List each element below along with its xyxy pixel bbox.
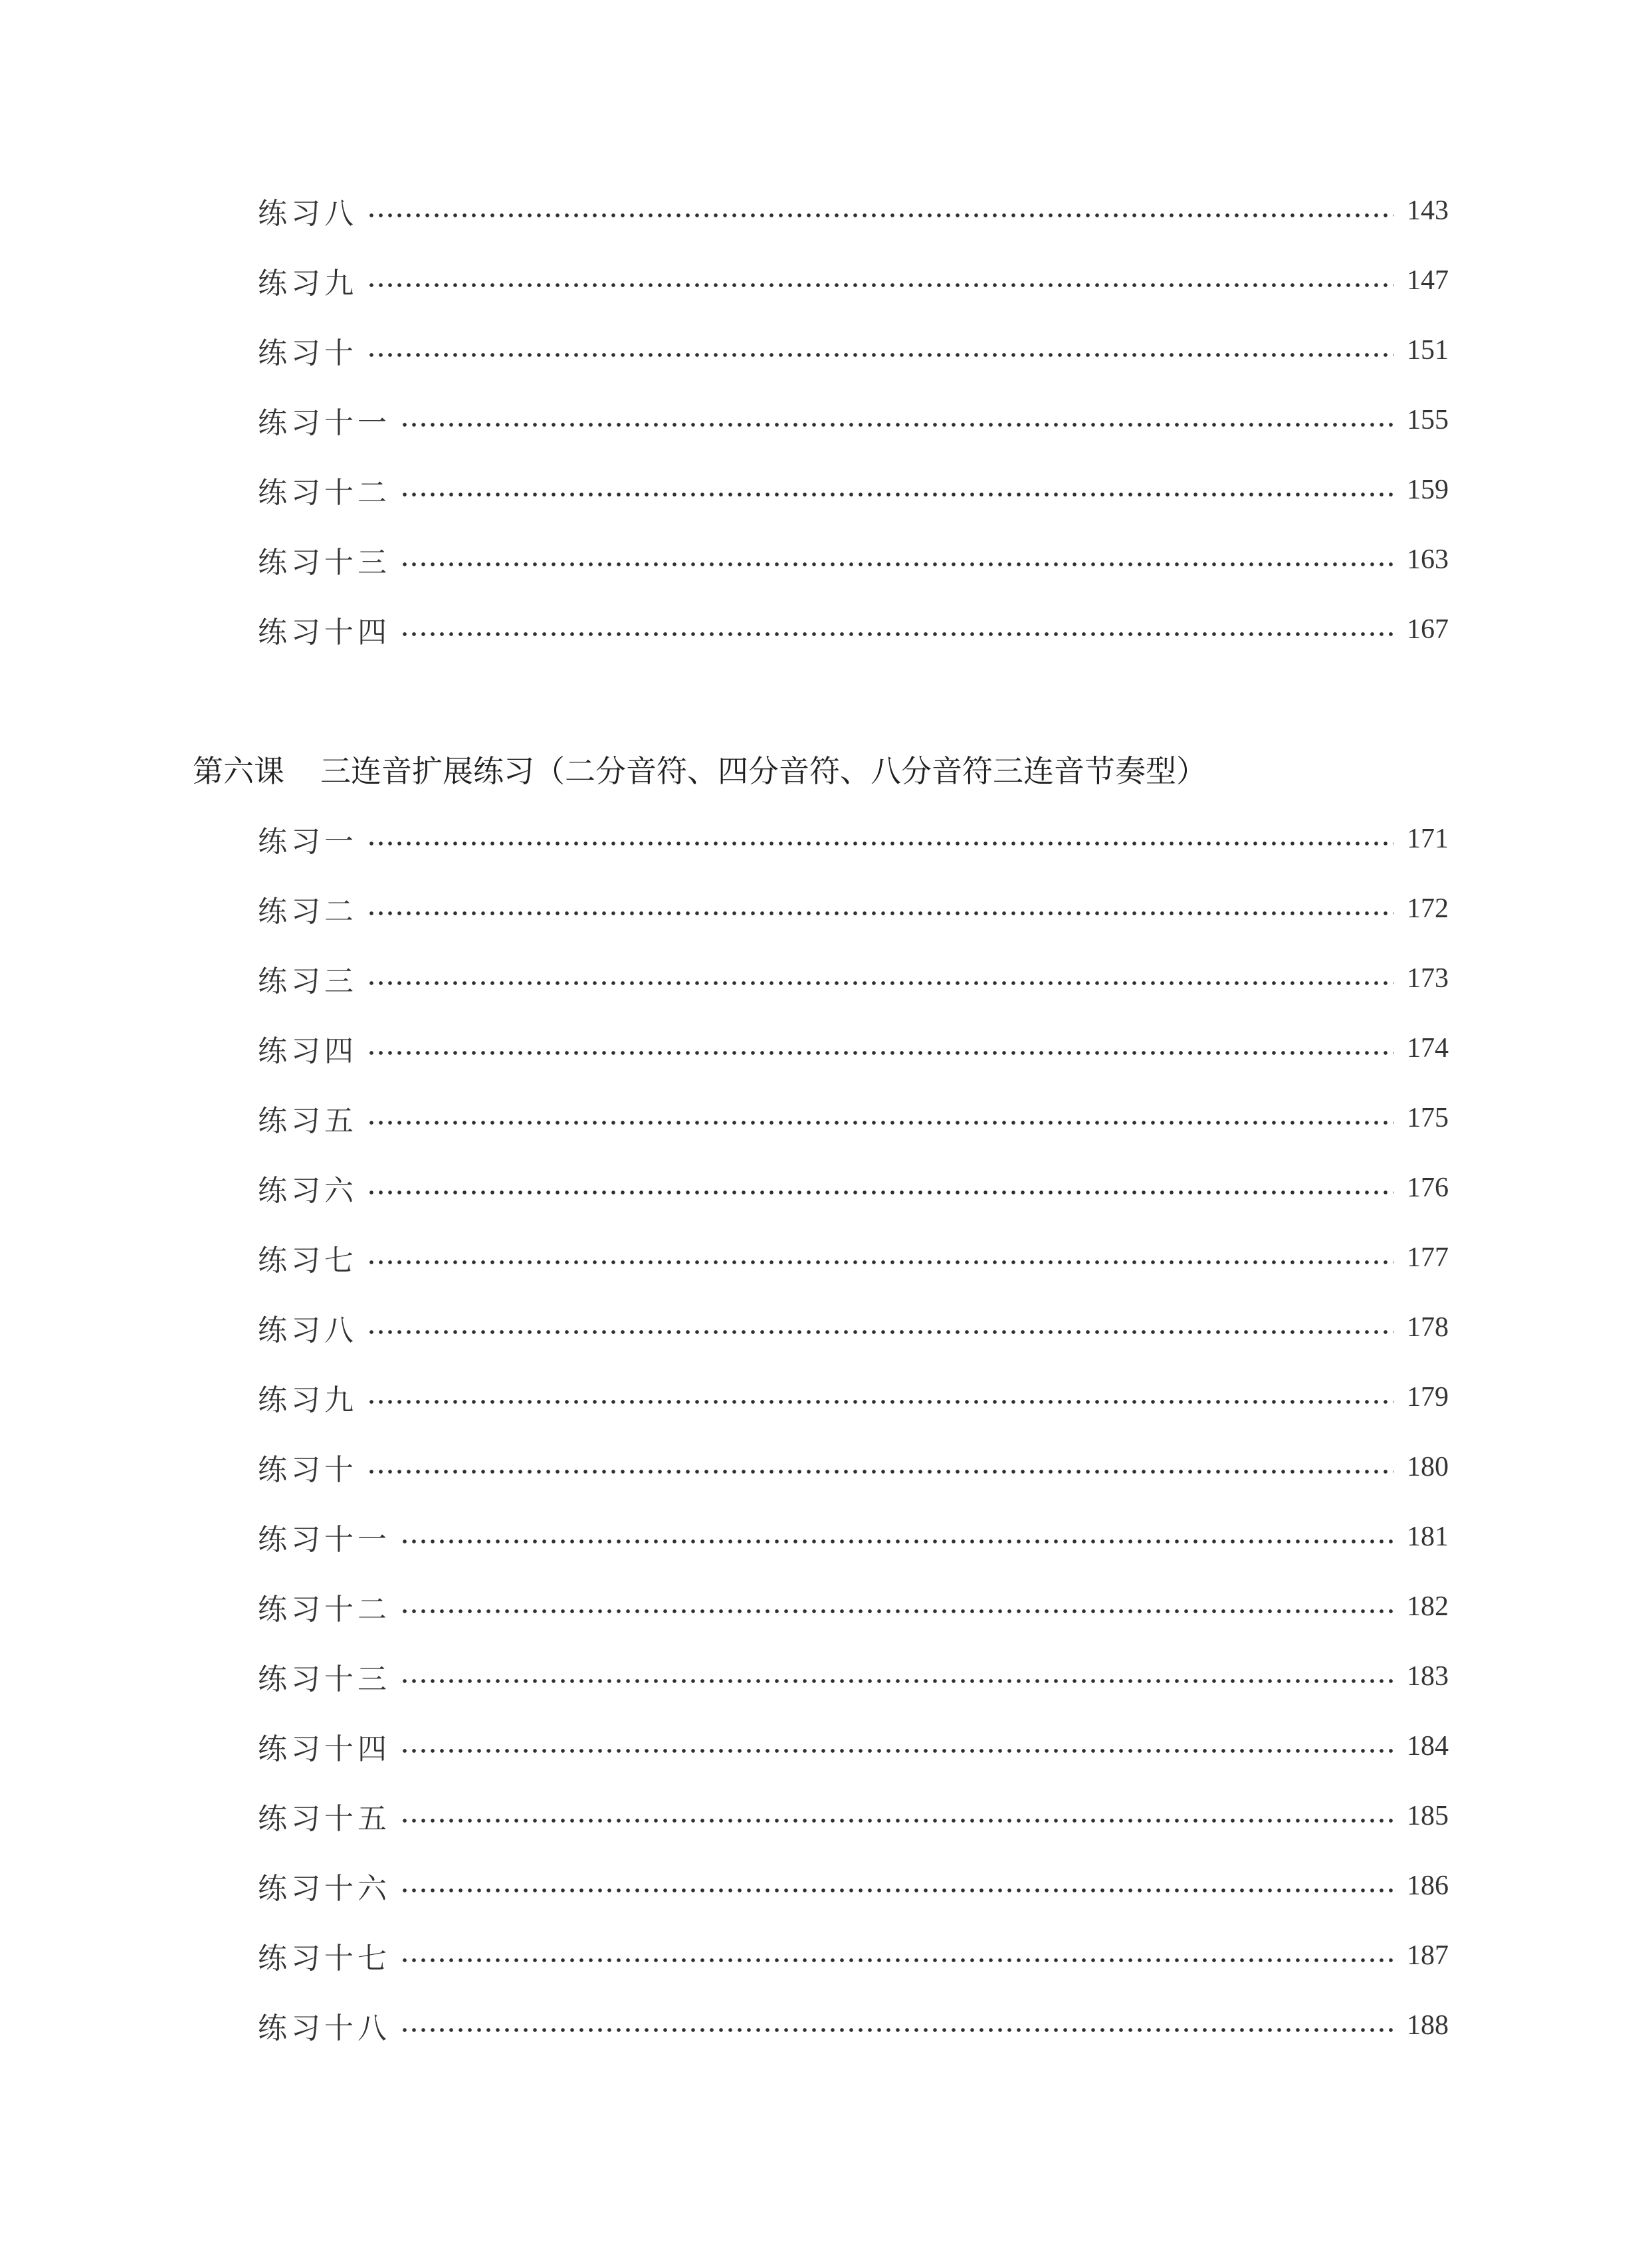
toc-entry-label: 练习十六	[258, 1872, 391, 1906]
dot-leader	[367, 1260, 1393, 1265]
dot-leader	[400, 492, 1393, 497]
toc-entry[interactable]	[258, 327, 1449, 374]
toc-entry[interactable]	[258, 816, 1449, 862]
toc-entry[interactable]	[258, 1583, 1449, 1630]
dot-leader	[400, 1678, 1393, 1684]
toc-entry-page: 167	[1407, 614, 1449, 645]
toc-entry[interactable]	[258, 1863, 1449, 1909]
toc-entry[interactable]	[258, 1165, 1449, 1211]
toc-entry[interactable]	[258, 187, 1449, 234]
toc-entry-label: 练习十三	[258, 546, 391, 580]
toc-entry-page: 163	[1407, 544, 1449, 575]
toc-entry-label: 练习十一	[258, 406, 391, 440]
toc-entry-label: 练习十三	[258, 1662, 391, 1696]
toc-entry-label: 练习三	[258, 964, 358, 998]
dot-leader	[367, 980, 1393, 986]
toc-entry-label: 练习二	[258, 895, 358, 929]
toc-entry[interactable]	[258, 955, 1449, 1002]
toc-entry[interactable]	[258, 397, 1449, 443]
toc-entry-label: 练习一	[258, 825, 358, 859]
toc-entry-page: 159	[1407, 475, 1449, 505]
toc-entry-page: 176	[1407, 1173, 1449, 1203]
toc-entry[interactable]	[258, 1793, 1449, 1839]
dot-leader	[367, 1399, 1393, 1405]
toc-entry[interactable]	[258, 536, 1449, 583]
dot-leader	[367, 283, 1393, 288]
toc-entry[interactable]	[258, 1234, 1449, 1281]
toc-entry-page: 180	[1407, 1452, 1449, 1482]
toc-entry-label: 练习十二	[258, 476, 391, 510]
dot-leader	[367, 841, 1393, 846]
toc-entry-page: 185	[1407, 1801, 1449, 1831]
toc-entry-page: 188	[1407, 2010, 1449, 2041]
toc-entry[interactable]	[258, 1932, 1449, 1979]
dot-leader	[367, 1329, 1393, 1335]
toc-entry-page: 155	[1407, 405, 1449, 435]
toc-entry-page: 182	[1407, 1591, 1449, 1622]
toc-entry-label: 练习八	[258, 1313, 358, 1347]
toc-entry-page: 179	[1407, 1382, 1449, 1413]
toc-entry[interactable]	[258, 1653, 1449, 1700]
toc-entry-page: 143	[1407, 195, 1449, 226]
toc-entry-page: 186	[1407, 1871, 1449, 1901]
toc-entry-page: 172	[1407, 893, 1449, 924]
toc-entry-page: 174	[1407, 1033, 1449, 1064]
dot-leader	[400, 2027, 1393, 2033]
dot-leader	[400, 1748, 1393, 1754]
toc-entry-label: 练习十八	[258, 2011, 391, 2045]
toc-entry-label: 练习十七	[258, 1942, 391, 1976]
dot-leader	[400, 562, 1393, 567]
dot-leader	[400, 1539, 1393, 1544]
toc-entry[interactable]	[258, 467, 1449, 513]
dot-leader	[400, 1609, 1393, 1614]
toc-entry-label: 练习五	[258, 1104, 358, 1138]
toc-entry-label: 练习四	[258, 1034, 358, 1068]
dot-leader	[400, 1958, 1393, 1963]
toc-entry-label: 练习十二	[258, 1593, 391, 1627]
dot-leader	[367, 1190, 1393, 1195]
toc-entry[interactable]	[258, 1095, 1449, 1141]
toc-entry-page: 151	[1407, 335, 1449, 366]
toc-entry-page: 183	[1407, 1661, 1449, 1692]
toc-entry-page: 171	[1407, 824, 1449, 854]
toc-entry[interactable]	[258, 2002, 1449, 2049]
toc-entry-page: 173	[1407, 963, 1449, 994]
dot-leader	[367, 213, 1393, 218]
toc-entry-page: 177	[1407, 1242, 1449, 1273]
toc-entry[interactable]	[258, 1304, 1449, 1351]
toc-entry-label: 练习十五	[258, 1802, 391, 1836]
dot-leader	[367, 352, 1393, 358]
toc-entry[interactable]	[258, 1444, 1449, 1490]
toc-entry-label: 练习八	[258, 197, 358, 231]
lesson-title: 三连音扩展练习（二分音符、四分音符、八分音符三连音节奏型）	[320, 753, 1207, 789]
toc-entry[interactable]	[258, 885, 1449, 932]
toc-entry[interactable]	[258, 257, 1449, 304]
toc-entry-label: 练习十一	[258, 1523, 391, 1557]
toc-entry-page: 184	[1407, 1731, 1449, 1761]
toc-entry-page: 175	[1407, 1103, 1449, 1133]
toc-entry-label: 练习十	[258, 1453, 358, 1487]
dot-leader	[367, 1469, 1393, 1474]
dot-leader	[400, 1888, 1393, 1893]
dot-leader	[367, 1050, 1393, 1056]
dot-leader	[367, 1120, 1393, 1125]
toc-entry-label: 练习九	[258, 1383, 358, 1417]
toc-entry[interactable]	[258, 606, 1449, 653]
toc-entry-label: 练习七	[258, 1244, 358, 1278]
toc-entry-page: 187	[1407, 1940, 1449, 1971]
dot-leader	[400, 422, 1393, 427]
toc-entry-page: 147	[1407, 265, 1449, 296]
toc-entry[interactable]	[258, 1514, 1449, 1560]
toc-entry-page: 181	[1407, 1522, 1449, 1552]
dot-leader	[400, 631, 1393, 637]
toc-entry[interactable]	[258, 1374, 1449, 1420]
toc-entry-label: 练习十	[258, 336, 358, 370]
toc-entry-label: 练习十四	[258, 616, 391, 649]
toc-entry-page: 178	[1407, 1312, 1449, 1343]
dot-leader	[367, 911, 1393, 916]
lesson-number: 第六课	[193, 753, 284, 789]
dot-leader	[400, 1818, 1393, 1823]
toc-entry-label: 练习九	[258, 267, 358, 300]
toc-entry[interactable]	[258, 1723, 1449, 1769]
toc-entry[interactable]	[258, 1025, 1449, 1072]
toc-entry-label: 练习十四	[258, 1732, 391, 1766]
lesson-heading[interactable]	[193, 746, 1207, 792]
toc-entry-label: 练习六	[258, 1174, 358, 1208]
